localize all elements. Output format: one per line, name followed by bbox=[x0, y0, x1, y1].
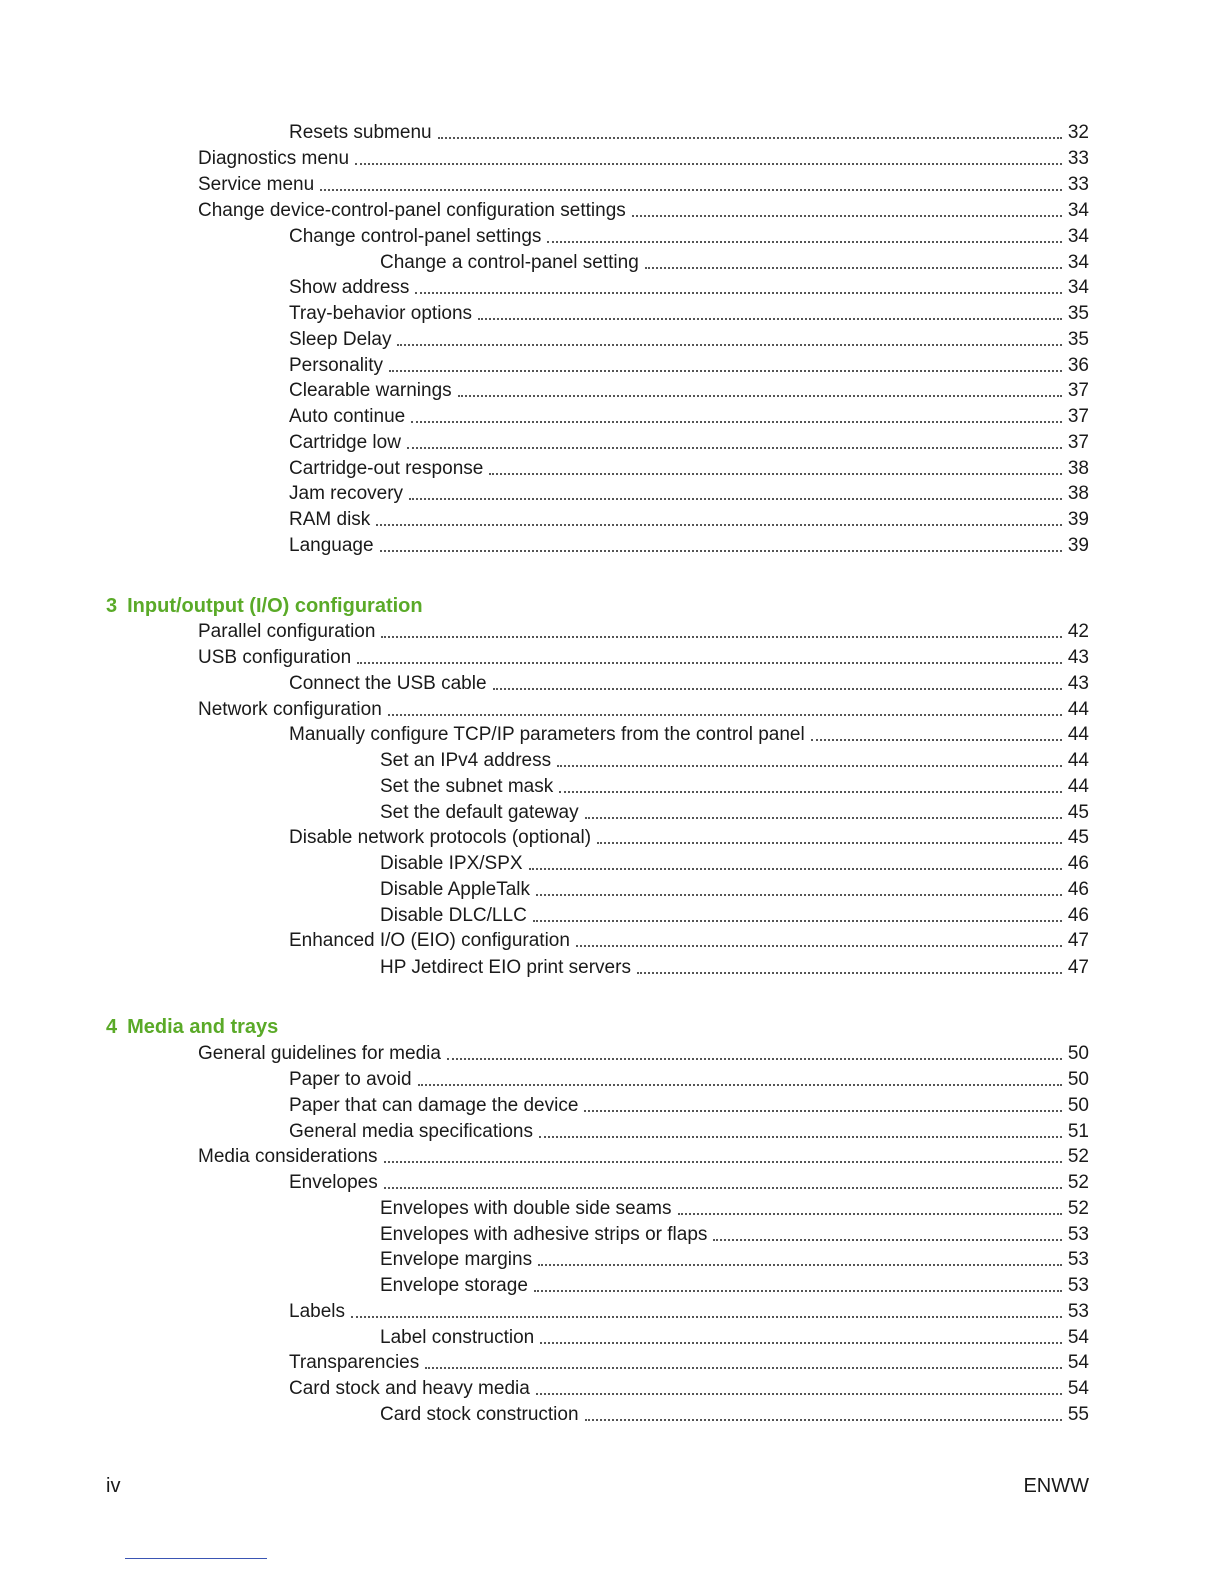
toc-entry-label: Transparencies bbox=[289, 1352, 420, 1373]
dot-leader bbox=[388, 714, 1062, 716]
toc-entry-label: Disable AppleTalk bbox=[380, 879, 530, 900]
dot-leader bbox=[489, 473, 1062, 475]
toc-entry-page: 52 bbox=[1067, 1146, 1089, 1167]
toc-entry-label: Envelope margins bbox=[380, 1249, 533, 1270]
dot-leader bbox=[538, 1264, 1062, 1266]
chapter-heading[interactable] bbox=[106, 594, 423, 618]
toc-entry-label: Service menu bbox=[198, 174, 315, 195]
toc-entry-label: Disable DLC/LLC bbox=[380, 905, 527, 926]
toc-entry-label: Enhanced I/O (EIO) configuration bbox=[289, 930, 570, 951]
toc-entry-label: Disable network protocols (optional) bbox=[289, 827, 592, 848]
toc-entry[interactable] bbox=[289, 1348, 1089, 1374]
chapter-number: 3 bbox=[106, 595, 118, 617]
toc-entry[interactable] bbox=[289, 823, 1089, 849]
toc-entry-page: 54 bbox=[1067, 1352, 1089, 1373]
toc-entry-label: Paper to avoid bbox=[289, 1069, 412, 1090]
dot-leader bbox=[713, 1239, 1061, 1241]
toc-entry-page: 44 bbox=[1067, 776, 1089, 797]
toc-entry[interactable] bbox=[380, 1245, 1089, 1271]
toc-entry[interactable] bbox=[289, 669, 1089, 695]
toc-entry-label: Show address bbox=[289, 277, 410, 298]
dot-leader bbox=[540, 1342, 1062, 1344]
toc-entry-label: Card stock and heavy media bbox=[289, 1378, 530, 1399]
toc-entry[interactable] bbox=[289, 479, 1089, 505]
toc-entry-page: 53 bbox=[1067, 1275, 1089, 1296]
toc-entry[interactable] bbox=[198, 1039, 1089, 1065]
toc-entry[interactable] bbox=[289, 926, 1089, 952]
toc-entry-label: Sleep Delay bbox=[289, 329, 392, 350]
toc-entry-label: RAM disk bbox=[289, 509, 371, 530]
toc-entry[interactable] bbox=[289, 273, 1089, 299]
dot-leader bbox=[585, 1419, 1062, 1421]
toc-entry-label: Set the subnet mask bbox=[380, 776, 554, 797]
toc-entry-page: 33 bbox=[1067, 148, 1089, 169]
dot-leader bbox=[576, 945, 1062, 947]
toc-entry-label: Network configuration bbox=[198, 699, 382, 720]
toc-entry-page: 53 bbox=[1067, 1301, 1089, 1322]
toc-entry-page: 53 bbox=[1067, 1224, 1089, 1245]
toc-entry-page: 43 bbox=[1067, 647, 1089, 668]
toc-entry[interactable] bbox=[289, 325, 1089, 351]
toc-entry-page: 42 bbox=[1067, 621, 1089, 642]
toc-entry-page: 38 bbox=[1067, 458, 1089, 479]
chapter-title: Input/output (I/O) configuration bbox=[127, 595, 423, 617]
toc-entry-page: 34 bbox=[1067, 252, 1089, 273]
toc-entry[interactable] bbox=[289, 1374, 1089, 1400]
toc-entry[interactable] bbox=[198, 1142, 1089, 1168]
chapter-number: 4 bbox=[106, 1016, 118, 1038]
toc-entry-page: 35 bbox=[1067, 303, 1089, 324]
toc-entry-label: HP Jetdirect EIO print servers bbox=[380, 957, 631, 978]
chapter-heading[interactable] bbox=[106, 1015, 278, 1039]
toc-entry-label: Language bbox=[289, 535, 374, 556]
dot-leader bbox=[411, 421, 1062, 423]
toc-entry[interactable] bbox=[380, 875, 1089, 901]
toc-entry-label: Change control-panel settings bbox=[289, 226, 542, 247]
dot-leader bbox=[380, 550, 1062, 552]
toc-entry-page: 32 bbox=[1067, 122, 1089, 143]
footer-page-number: iv bbox=[106, 1475, 121, 1497]
toc-entry[interactable] bbox=[198, 643, 1089, 669]
dot-leader bbox=[584, 1110, 1061, 1112]
toc-entry-page: 46 bbox=[1067, 853, 1089, 874]
toc-entry-label: Manually configure TCP/IP parameters from the control panel bbox=[289, 724, 805, 745]
dot-leader bbox=[536, 1393, 1062, 1395]
toc-entry[interactable] bbox=[198, 170, 1089, 196]
dot-leader bbox=[557, 765, 1062, 767]
dot-leader bbox=[534, 1290, 1062, 1292]
toc-entry-page: 46 bbox=[1067, 905, 1089, 926]
toc-entry-page: 50 bbox=[1067, 1069, 1089, 1090]
footer-doc-code: ENWW bbox=[1023, 1475, 1089, 1497]
toc-entry-label: Clearable warnings bbox=[289, 380, 452, 401]
toc-entry-page: 37 bbox=[1067, 406, 1089, 427]
toc-entry-page: 47 bbox=[1067, 957, 1089, 978]
toc-entry-label: General guidelines for media bbox=[198, 1043, 441, 1064]
dot-leader bbox=[533, 920, 1062, 922]
dot-leader bbox=[384, 1161, 1062, 1163]
toc-entry-page: 35 bbox=[1067, 329, 1089, 350]
toc-entry[interactable] bbox=[198, 617, 1089, 643]
dot-leader bbox=[376, 524, 1062, 526]
toc-entry-label: Change device-control-panel configuration settings bbox=[198, 200, 626, 221]
toc-entry[interactable] bbox=[289, 720, 1089, 746]
toc-entry-page: 46 bbox=[1067, 879, 1089, 900]
dot-leader bbox=[678, 1213, 1062, 1215]
toc-entry-page: 55 bbox=[1067, 1404, 1089, 1425]
toc-entry-page: 54 bbox=[1067, 1378, 1089, 1399]
toc-entry-page: 53 bbox=[1067, 1249, 1089, 1270]
toc-entry[interactable] bbox=[289, 351, 1089, 377]
toc-entry-label: Auto continue bbox=[289, 406, 406, 427]
toc-entry-page: 45 bbox=[1067, 802, 1089, 823]
toc-entry[interactable] bbox=[198, 196, 1089, 222]
toc-entry[interactable] bbox=[289, 402, 1089, 428]
toc-entry[interactable] bbox=[198, 695, 1089, 721]
toc-entry[interactable] bbox=[289, 299, 1089, 325]
toc-entry-page: 45 bbox=[1067, 827, 1089, 848]
toc-entry[interactable] bbox=[289, 1065, 1089, 1091]
dot-leader bbox=[811, 739, 1062, 741]
toc-entry[interactable] bbox=[289, 531, 1089, 557]
toc-entry-label: Diagnostics menu bbox=[198, 148, 350, 169]
toc-entry[interactable] bbox=[289, 222, 1089, 248]
dot-leader bbox=[381, 636, 1061, 638]
toc-entry-label: Resets submenu bbox=[289, 122, 432, 143]
toc-entry-label: Disable IPX/SPX bbox=[380, 853, 523, 874]
toc-entry-page: 34 bbox=[1067, 200, 1089, 221]
toc-entry-page: 39 bbox=[1067, 535, 1089, 556]
toc-entry-label: Set the default gateway bbox=[380, 802, 579, 823]
dot-leader bbox=[632, 215, 1062, 217]
toc-entry[interactable] bbox=[289, 505, 1089, 531]
toc-entry-label: Media considerations bbox=[198, 1146, 378, 1167]
toc-entry[interactable] bbox=[289, 454, 1089, 480]
dot-leader bbox=[409, 498, 1062, 500]
dot-leader bbox=[407, 447, 1062, 449]
toc-entry[interactable] bbox=[289, 376, 1089, 402]
toc-entry-label: Envelope storage bbox=[380, 1275, 528, 1296]
toc-entry-page: 39 bbox=[1067, 509, 1089, 530]
dot-leader bbox=[425, 1367, 1062, 1369]
toc-entry-label: Envelopes with adhesive strips or flaps bbox=[380, 1224, 708, 1245]
dot-leader bbox=[637, 972, 1062, 974]
dot-leader bbox=[351, 1316, 1062, 1318]
toc-entry[interactable] bbox=[380, 798, 1089, 824]
toc-entry-page: 36 bbox=[1067, 355, 1089, 376]
toc-entry-label: Paper that can damage the device bbox=[289, 1095, 579, 1116]
dot-leader bbox=[539, 1136, 1062, 1138]
toc-entry[interactable] bbox=[380, 772, 1089, 798]
toc-entry-label: Connect the USB cable bbox=[289, 673, 487, 694]
toc-entry-label: Parallel configuration bbox=[198, 621, 376, 642]
toc-entry[interactable] bbox=[289, 1117, 1089, 1143]
toc-entry-page: 54 bbox=[1067, 1327, 1089, 1348]
toc-entry-page: 37 bbox=[1067, 432, 1089, 453]
toc-entry-page: 47 bbox=[1067, 930, 1089, 951]
toc-entry-label: Change a control-panel setting bbox=[380, 252, 639, 273]
toc-entry[interactable] bbox=[380, 248, 1089, 274]
toc-entry[interactable] bbox=[380, 1194, 1089, 1220]
dot-leader bbox=[357, 662, 1062, 664]
toc-entry-page: 33 bbox=[1067, 174, 1089, 195]
toc-entry[interactable] bbox=[380, 746, 1089, 772]
dot-leader bbox=[418, 1084, 1062, 1086]
dot-leader bbox=[645, 267, 1062, 269]
dot-leader bbox=[529, 868, 1062, 870]
toc-entry-label: Label construction bbox=[380, 1327, 535, 1348]
toc-entry-label: Labels bbox=[289, 1301, 345, 1322]
toc-entry[interactable] bbox=[289, 118, 1089, 144]
dot-leader bbox=[597, 842, 1062, 844]
dot-leader bbox=[547, 241, 1061, 243]
toc-entry-label: Personality bbox=[289, 355, 383, 376]
toc-entry-page: 52 bbox=[1067, 1198, 1089, 1219]
dot-leader bbox=[397, 344, 1061, 346]
toc-entry-page: 50 bbox=[1067, 1043, 1089, 1064]
dot-leader bbox=[389, 370, 1062, 372]
bottom-rule bbox=[125, 1558, 267, 1559]
toc-entry-page: 44 bbox=[1067, 750, 1089, 771]
toc-entry[interactable] bbox=[380, 1220, 1089, 1246]
toc-entry-label: General media specifications bbox=[289, 1121, 533, 1142]
toc-entry-label: Envelopes bbox=[289, 1172, 378, 1193]
toc-entry-page: 51 bbox=[1067, 1121, 1089, 1142]
toc-entry-page: 50 bbox=[1067, 1095, 1089, 1116]
toc-entry-label: Cartridge low bbox=[289, 432, 401, 453]
toc-entry[interactable] bbox=[289, 428, 1089, 454]
toc-entry-page: 34 bbox=[1067, 226, 1089, 247]
toc-entry-page: 43 bbox=[1067, 673, 1089, 694]
toc-entry-label: Tray-behavior options bbox=[289, 303, 473, 324]
toc-entry[interactable] bbox=[380, 901, 1089, 927]
toc-entry-label: USB configuration bbox=[198, 647, 352, 668]
dot-leader bbox=[447, 1058, 1062, 1060]
dot-leader bbox=[415, 292, 1061, 294]
toc-entry-label: Card stock construction bbox=[380, 1404, 579, 1425]
toc-entry-page: 37 bbox=[1067, 380, 1089, 401]
chapter-title: Media and trays bbox=[127, 1016, 279, 1038]
toc-entry[interactable] bbox=[380, 1271, 1089, 1297]
toc-entry-label: Envelopes with double side seams bbox=[380, 1198, 672, 1219]
dot-leader bbox=[493, 688, 1062, 690]
dot-leader bbox=[320, 189, 1062, 191]
toc-entry-label: Cartridge-out response bbox=[289, 458, 484, 479]
dot-leader bbox=[478, 318, 1062, 320]
toc-entry[interactable] bbox=[380, 953, 1089, 979]
toc-entry[interactable] bbox=[289, 1297, 1089, 1323]
toc-entry-label: Set an IPv4 address bbox=[380, 750, 552, 771]
dot-leader bbox=[585, 817, 1062, 819]
dot-leader bbox=[458, 395, 1062, 397]
toc-entry-page: 52 bbox=[1067, 1172, 1089, 1193]
toc-entry-page: 44 bbox=[1067, 724, 1089, 745]
toc-entry[interactable] bbox=[380, 1400, 1089, 1426]
toc-entry-page: 38 bbox=[1067, 483, 1089, 504]
toc-entry[interactable] bbox=[380, 1323, 1089, 1349]
toc-entry-page: 44 bbox=[1067, 699, 1089, 720]
toc-entry[interactable] bbox=[289, 1091, 1089, 1117]
dot-leader bbox=[536, 894, 1062, 896]
toc-entry-label: Jam recovery bbox=[289, 483, 404, 504]
toc-entry-page: 34 bbox=[1067, 277, 1089, 298]
toc-entry[interactable] bbox=[289, 1168, 1089, 1194]
dot-leader bbox=[438, 137, 1062, 139]
toc-entry[interactable] bbox=[380, 849, 1089, 875]
dot-leader bbox=[384, 1187, 1062, 1189]
dot-leader bbox=[355, 163, 1062, 165]
toc-entry[interactable] bbox=[198, 144, 1089, 170]
dot-leader bbox=[559, 791, 1062, 793]
